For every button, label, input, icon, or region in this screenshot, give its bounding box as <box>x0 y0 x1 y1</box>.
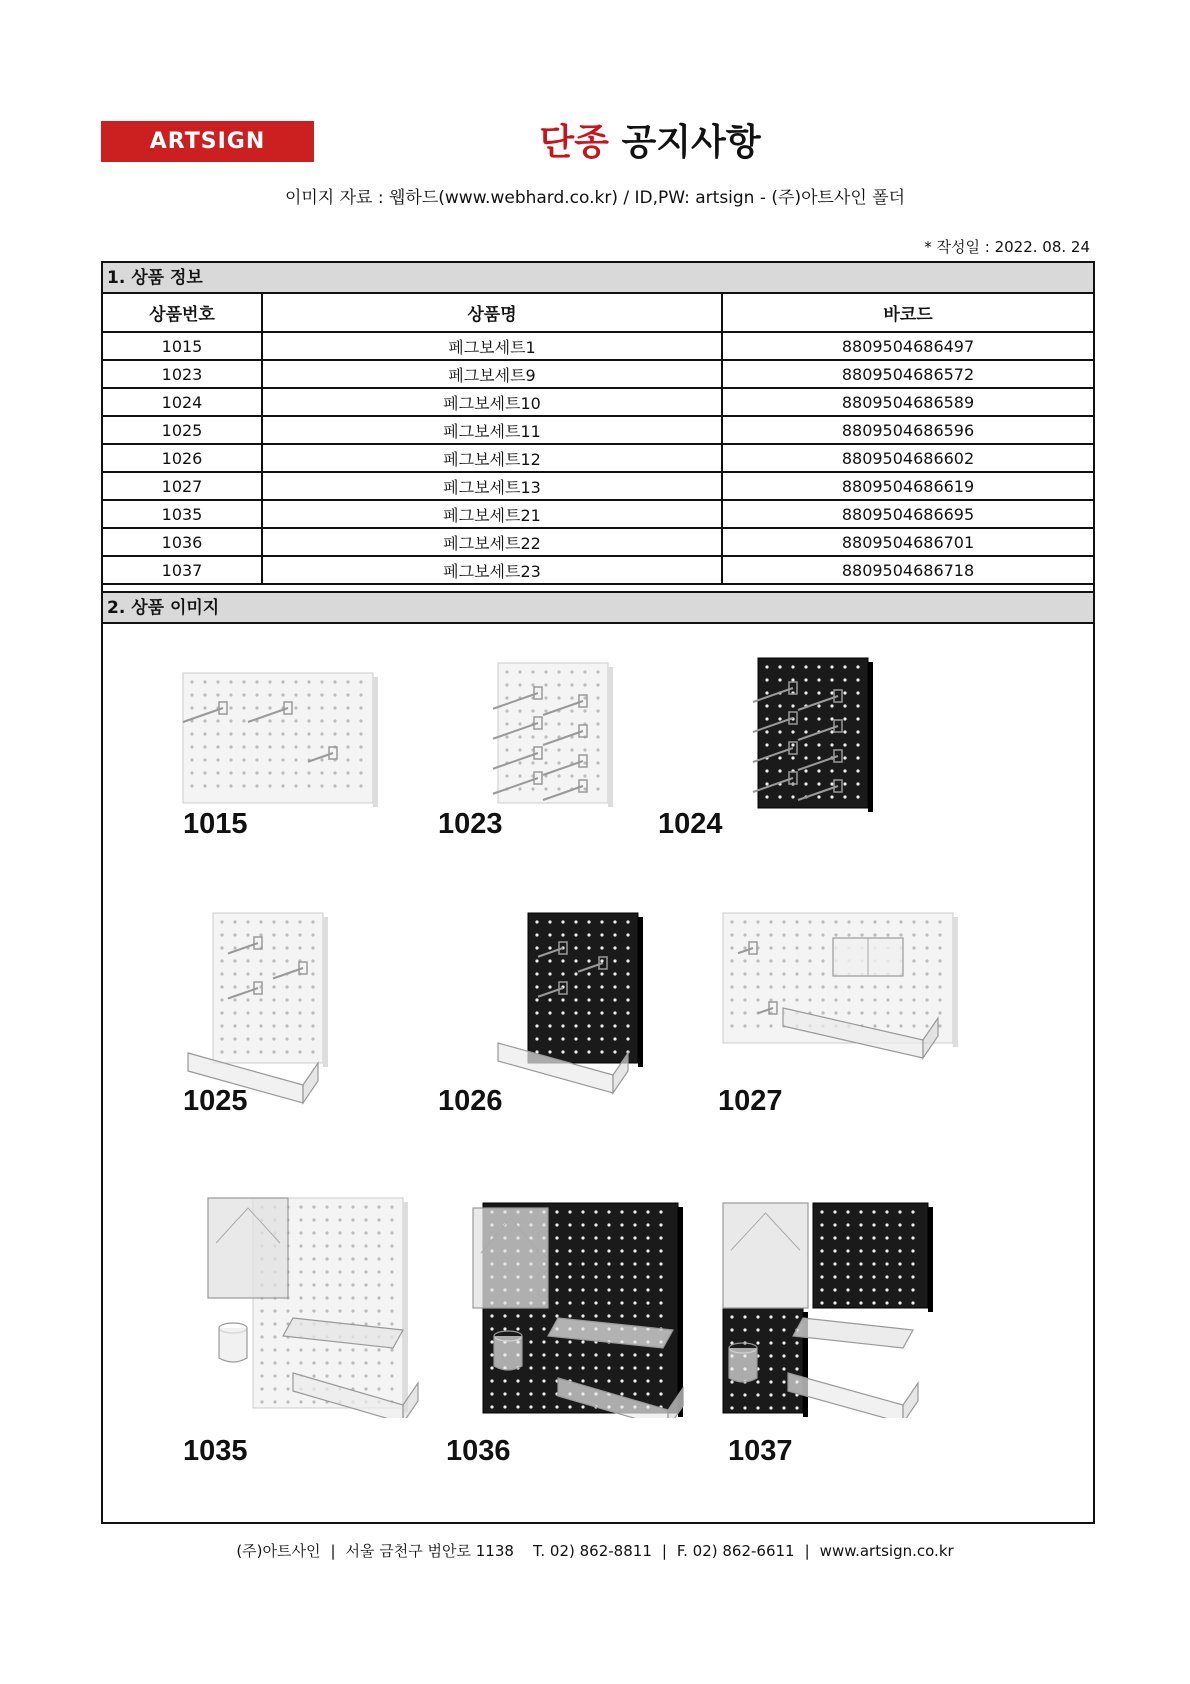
product-code-label: 1024 <box>658 808 723 840</box>
product-number-cell: 1025 <box>103 416 262 444</box>
product-code-label: 1023 <box>438 808 503 840</box>
barcode-cell: 8809504686497 <box>722 332 1093 360</box>
barcode-cell: 8809504686619 <box>722 472 1093 500</box>
footer-address: 서울 금천구 범안로 1138 <box>345 1542 514 1560</box>
barcode-cell: 8809504686701 <box>722 528 1093 556</box>
table-row <box>103 472 1093 500</box>
product-image-1035 <box>163 1178 423 1418</box>
product-code-label: 1036 <box>446 1435 511 1467</box>
product-name-cell: 페그보세트1 <box>262 332 722 360</box>
barcode-cell: 8809504686596 <box>722 416 1093 444</box>
pegboard <box>183 673 378 807</box>
footer: (주)아트사인 | 서울 금천구 범안로 1138 T. 02) 862-8811 | F. 02) 862-6611 | www.artsign.co.kr <box>236 1542 954 1560</box>
page-title <box>420 114 880 165</box>
table-row <box>103 556 1093 584</box>
barcode-cell: 8809504686718 <box>722 556 1093 584</box>
barcode-cell: 8809504686695 <box>722 500 1093 528</box>
product-number-cell: 1026 <box>103 444 262 472</box>
product-code-label: 1035 <box>183 1435 248 1467</box>
col-product-number: 상품번호 <box>103 294 262 332</box>
footer-fax: F. 02) 862-6611 <box>676 1542 795 1560</box>
product-name-cell: 페그보세트13 <box>262 472 722 500</box>
barcode-cell: 8809504686589 <box>722 388 1093 416</box>
table-row <box>103 444 1093 472</box>
written-date: * 작성일 : 2022. 08. 24 <box>924 238 1090 256</box>
table-header-row <box>103 294 1093 332</box>
product-number-cell: 1024 <box>103 388 262 416</box>
pegboard <box>758 658 873 812</box>
product-info-table <box>103 294 1093 585</box>
pegboard-top <box>813 1203 933 1312</box>
table-row <box>103 528 1093 556</box>
title-discontinued: 단종 <box>539 122 609 163</box>
col-barcode: 바코드 <box>722 294 1093 332</box>
table-row <box>103 416 1093 444</box>
product-name-cell: 페그보세트21 <box>262 500 722 528</box>
table-row <box>103 360 1093 388</box>
product-code-label: 1027 <box>718 1085 783 1117</box>
product-name-cell: 페그보세트10 <box>262 388 722 416</box>
product-number-cell: 1035 <box>103 500 262 528</box>
brochure-holder <box>723 1203 808 1308</box>
product-image-1015 <box>163 653 423 893</box>
barcode-cell: 8809504686602 <box>722 444 1093 472</box>
table-row <box>103 388 1093 416</box>
product-number-cell: 1037 <box>103 556 262 584</box>
product-image-1023 <box>438 653 698 893</box>
product-name-cell: 페그보세트9 <box>262 360 722 388</box>
product-image-1037 <box>703 1178 963 1418</box>
product-name-cell: 페그보세트23 <box>262 556 722 584</box>
footer-website[interactable]: www.artsign.co.kr <box>819 1542 954 1560</box>
section-product-info-title: 1. 상품 정보 <box>103 263 1093 294</box>
product-code-label: 1015 <box>183 808 248 840</box>
artsign-logo: ARTSIGN <box>101 121 314 162</box>
section-product-images-title: 2. 상품 이미지 <box>103 591 1093 624</box>
barcode-cell: 8809504686572 <box>722 360 1093 388</box>
footer-tel: T. 02) 862-8811 <box>533 1542 652 1560</box>
footer-company: (주)아트사인 <box>236 1542 321 1560</box>
table-row <box>103 500 1093 528</box>
acrylic-shelf <box>793 1318 913 1348</box>
pegboard <box>213 913 328 1067</box>
product-number-cell: 1023 <box>103 360 262 388</box>
product-code-label: 1026 <box>438 1085 503 1117</box>
product-number-cell: 1036 <box>103 528 262 556</box>
notice-frame <box>101 261 1095 1524</box>
product-name-cell: 페그보세트12 <box>262 444 722 472</box>
title-notice: 공지사항 <box>621 122 761 163</box>
brochure-holder <box>473 1208 548 1308</box>
product-number-cell: 1027 <box>103 472 262 500</box>
product-code-label: 1025 <box>183 1085 248 1117</box>
product-image-1036 <box>433 1178 693 1418</box>
col-product-name: 상품명 <box>262 294 722 332</box>
product-image-1024 <box>678 653 938 893</box>
product-code-label: 1037 <box>728 1435 793 1467</box>
product-number-cell: 1015 <box>103 332 262 360</box>
table-row <box>103 332 1093 360</box>
brochure-holder <box>208 1198 288 1298</box>
product-name-cell: 페그보세트22 <box>262 528 722 556</box>
product-name-cell: 페그보세트11 <box>262 416 722 444</box>
image-source-note: 이미지 자료 : 웹하드(www.webhard.co.kr) / ID,PW: artsign - (주)아트사인 폴더 <box>284 188 906 208</box>
pegboard <box>528 913 643 1067</box>
